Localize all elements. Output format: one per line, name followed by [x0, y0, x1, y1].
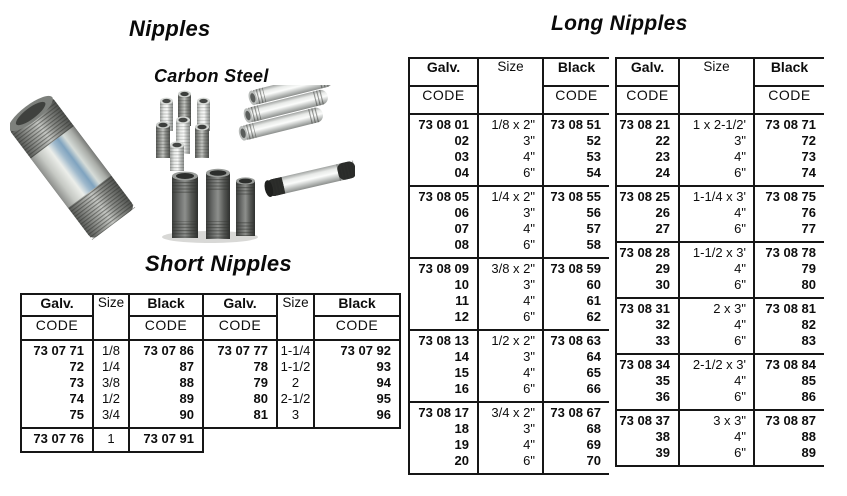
black-cell	[754, 242, 824, 298]
galv-value: 73 07 71	[33, 343, 84, 358]
size-value: 6"	[734, 221, 746, 236]
black-value: 73 08 84	[765, 357, 816, 372]
black-value: 73 08 81	[765, 301, 816, 316]
material-label: Carbon Steel	[154, 66, 269, 86]
size-cell	[679, 114, 754, 186]
size-cell	[478, 186, 543, 258]
galv-value: 35	[655, 373, 670, 388]
black-value: 73 07 92	[340, 343, 391, 358]
galv-cell	[409, 330, 478, 402]
black-value: 95	[376, 391, 391, 406]
spec-group-row	[616, 242, 824, 298]
black-value: 64	[586, 349, 601, 364]
size-value: 1-1/2	[280, 359, 311, 374]
galv-value: 19	[454, 437, 469, 452]
galv-cell	[409, 258, 478, 330]
size-value: 1	[107, 431, 115, 446]
galv-cell	[21, 428, 93, 452]
size-value: 1/8 x 2"	[491, 117, 535, 132]
size-value: 3/4	[101, 407, 121, 422]
galv-cell	[616, 298, 679, 354]
black-value: 56	[586, 205, 601, 220]
black-value: 88	[801, 429, 816, 444]
size-value: 1-1/4	[280, 343, 311, 358]
size-value: 4"	[523, 149, 535, 164]
black-cell	[129, 428, 203, 452]
size-value: 6"	[523, 381, 535, 396]
black-cell	[754, 114, 824, 186]
galv-value: 26	[655, 205, 670, 220]
galv-value: 73 08 13	[418, 333, 469, 348]
header-galv: Galv.	[21, 294, 93, 316]
black-value: 87	[179, 359, 194, 374]
size-value: 3/4 x 2"	[491, 405, 535, 420]
galv-value: 73 08 17	[418, 405, 469, 420]
large-galvanized-nipple	[10, 90, 135, 239]
header-black: Black	[314, 294, 400, 316]
black-value: 82	[801, 317, 816, 332]
short-nipples-title: Short Nipples	[145, 251, 292, 276]
size-value: 4"	[734, 261, 746, 276]
size-value: 4"	[523, 221, 535, 236]
header-size: Size	[277, 294, 314, 340]
black-value: 90	[179, 407, 194, 422]
size-value: 2 x 3"	[713, 301, 746, 316]
spec-group-row	[616, 298, 824, 354]
black-value: 60	[586, 277, 601, 292]
size-value: 1 x 2-1/2'	[692, 117, 746, 132]
black-value: 73 07 86	[143, 343, 194, 358]
galv-value: 73 08 34	[619, 357, 670, 372]
black-end-long-nipple	[263, 160, 355, 197]
short-nipples-table	[20, 293, 401, 453]
size-value: 3	[291, 407, 300, 422]
size-value: 4"	[523, 365, 535, 380]
black-value: 80	[801, 277, 816, 292]
black-value: 93	[376, 359, 391, 374]
black-cell	[129, 340, 203, 428]
spec-group-row	[204, 340, 400, 428]
header-galv-code: CODE	[616, 86, 679, 114]
black-cell	[543, 402, 609, 474]
galv-value: 73	[69, 375, 84, 390]
header-black-code: CODE	[314, 316, 400, 340]
black-value: 94	[376, 375, 391, 390]
long-left-grid	[408, 57, 609, 475]
size-cell	[478, 258, 543, 330]
size-cell	[679, 186, 754, 242]
size-value: 4"	[734, 149, 746, 164]
black-cell	[543, 330, 609, 402]
galv-value: 73 08 28	[619, 245, 670, 260]
galv-cell	[616, 114, 679, 186]
black-cell	[543, 186, 609, 258]
spec-group-row	[616, 354, 824, 410]
size-value: 6"	[734, 333, 746, 348]
header-black-code: CODE	[543, 86, 609, 114]
galv-value: 81	[253, 407, 268, 422]
size-value: 2-1/2 x 3'	[692, 357, 746, 372]
size-value: 3"	[734, 133, 746, 148]
black-value: 88	[179, 375, 194, 390]
galv-value: 04	[454, 165, 469, 180]
galv-value: 24	[655, 165, 670, 180]
small-nipples-cluster	[156, 91, 210, 171]
black-value: 74	[801, 165, 816, 180]
black-value: 76	[801, 205, 816, 220]
size-value: 3/8 x 2"	[491, 261, 535, 276]
spec-group-row	[409, 402, 609, 474]
spec-group-row	[409, 258, 609, 330]
size-cell	[679, 242, 754, 298]
size-cell	[93, 340, 129, 428]
size-value: 6"	[734, 165, 746, 180]
galv-value: 38	[655, 429, 670, 444]
black-value: 73 08 63	[550, 333, 601, 348]
galv-value: 27	[655, 221, 670, 236]
black-cell	[543, 114, 609, 186]
black-value: 73 08 51	[550, 117, 601, 132]
size-value: 6"	[523, 237, 535, 252]
galv-cell	[616, 410, 679, 466]
black-value: 73 08 59	[550, 261, 601, 276]
galv-cell	[21, 340, 93, 428]
galv-value: 73 08 21	[619, 117, 670, 132]
black-value: 70	[586, 453, 601, 468]
spec-group-row	[21, 428, 203, 452]
galv-cell	[616, 242, 679, 298]
size-value: 2	[291, 375, 300, 390]
short-nipples-table-left	[20, 293, 204, 453]
black-value: 53	[586, 149, 601, 164]
spec-group-row	[616, 114, 824, 186]
galv-value: 39	[655, 445, 670, 460]
black-value: 52	[586, 133, 601, 148]
black-value: 61	[586, 293, 601, 308]
galv-value: 78	[253, 359, 268, 374]
black-value: 73 08 55	[550, 189, 601, 204]
size-value: 2-1/2	[280, 391, 311, 406]
size-cell	[478, 330, 543, 402]
black-value: 83	[801, 333, 816, 348]
size-value: 6"	[523, 309, 535, 324]
size-value: 1/4	[101, 359, 121, 374]
black-value: 73 07 91	[143, 431, 194, 446]
size-value: 6"	[734, 277, 746, 292]
header-size: Size	[93, 294, 129, 340]
header-galv: Galv.	[204, 294, 277, 316]
size-value: 1/8	[101, 343, 121, 358]
black-value: 89	[801, 445, 816, 460]
spec-group-row	[409, 186, 609, 258]
size-value: 6"	[734, 389, 746, 404]
galv-value: 75	[69, 407, 84, 422]
size-value: 6"	[523, 453, 535, 468]
black-value: 58	[586, 237, 601, 252]
galv-value: 73 08 25	[619, 189, 670, 204]
long-right-grid	[615, 57, 824, 467]
black-cell	[754, 354, 824, 410]
galv-value: 02	[454, 133, 469, 148]
size-cell	[679, 410, 754, 466]
spec-group-row	[616, 186, 824, 242]
size-value: 3"	[523, 349, 535, 364]
galv-value: 22	[655, 133, 670, 148]
product-photos-illustration	[10, 85, 355, 245]
header-black: Black	[129, 294, 203, 316]
galv-value: 12	[454, 309, 469, 324]
size-value: 3/8	[101, 375, 121, 390]
black-value: 77	[801, 221, 816, 236]
size-cell	[679, 298, 754, 354]
header-galv: Galv.	[409, 58, 478, 86]
standing-black-nipples	[162, 169, 258, 243]
chrome-long-nipples	[230, 85, 342, 142]
galv-cell	[616, 186, 679, 242]
size-cell	[679, 354, 754, 410]
galv-value: 73 08 05	[418, 189, 469, 204]
size-value: 4"	[734, 373, 746, 388]
header-black-code: CODE	[129, 316, 203, 340]
size-value: 4"	[734, 205, 746, 220]
galv-cell	[409, 402, 478, 474]
size-value: 1-1/4 x 3'	[692, 189, 746, 204]
long-nipples-table-left	[408, 57, 609, 475]
header-black: Black	[754, 58, 824, 86]
galv-value: 79	[253, 375, 268, 390]
galv-value: 72	[69, 359, 84, 374]
black-cell	[754, 298, 824, 354]
galv-cell	[409, 114, 478, 186]
galv-value: 74	[69, 391, 84, 406]
galv-value: 73 07 77	[217, 343, 268, 358]
black-value: 65	[586, 365, 601, 380]
black-value: 73 08 67	[550, 405, 601, 420]
galv-value: 36	[655, 389, 670, 404]
short-nipples-table-right	[204, 293, 401, 429]
spec-group-row	[21, 340, 203, 428]
galv-value: 80	[253, 391, 268, 406]
black-cell	[543, 258, 609, 330]
size-value: 6"	[523, 165, 535, 180]
black-value: 62	[586, 309, 601, 324]
long-nipples-table-right	[615, 57, 824, 467]
spec-group-row	[409, 114, 609, 186]
black-value: 66	[586, 381, 601, 396]
galv-value: 73 08 09	[418, 261, 469, 276]
header-galv: Galv.	[616, 58, 679, 86]
size-value: 4"	[523, 437, 535, 452]
size-value: 3 x 3"	[713, 413, 746, 428]
size-value: 1/2	[101, 391, 121, 406]
galv-value: 11	[455, 293, 469, 308]
header-black: Black	[543, 58, 609, 86]
galv-cell	[409, 186, 478, 258]
galv-value: 07	[454, 221, 469, 236]
page-title: Nipples	[129, 16, 211, 41]
galv-value: 29	[655, 261, 670, 276]
header-size: Size	[679, 58, 754, 114]
black-value: 73 08 78	[765, 245, 816, 260]
black-value: 73	[801, 149, 816, 164]
black-value: 79	[801, 261, 816, 276]
black-value: 73 08 75	[765, 189, 816, 204]
galv-value: 30	[655, 277, 670, 292]
black-value: 54	[586, 165, 601, 180]
size-cell	[478, 402, 543, 474]
galv-value: 33	[655, 333, 670, 348]
size-value: 4"	[523, 293, 535, 308]
black-cell	[314, 340, 400, 428]
size-value: 4"	[734, 429, 746, 444]
header-black-code: CODE	[754, 86, 824, 114]
galv-value: 14	[454, 349, 469, 364]
header-galv-code: CODE	[21, 316, 93, 340]
galv-value: 06	[454, 205, 469, 220]
galv-value: 73 07 76	[33, 431, 84, 446]
header-size: Size	[478, 58, 543, 114]
size-value: 3"	[523, 421, 535, 436]
spec-group-row	[616, 410, 824, 466]
black-value: 86	[801, 389, 816, 404]
long-nipples-title: Long Nipples	[551, 12, 688, 35]
size-cell	[277, 340, 314, 428]
size-value: 3"	[523, 277, 535, 292]
black-value: 68	[586, 421, 601, 436]
size-value: 1-1/2 x 3'	[692, 245, 746, 260]
black-cell	[754, 186, 824, 242]
black-value: 85	[801, 373, 816, 388]
size-value: 3"	[523, 133, 535, 148]
galv-value: 23	[655, 149, 670, 164]
black-value: 72	[801, 133, 816, 148]
size-value: 1/4 x 2"	[491, 189, 535, 204]
header-galv-code: CODE	[409, 86, 478, 114]
galv-value: 20	[454, 453, 469, 468]
size-value: 1/2 x 2"	[491, 333, 535, 348]
galv-value: 08	[454, 237, 469, 252]
galv-value: 73 08 01	[418, 117, 469, 132]
galv-value: 73 08 31	[619, 301, 670, 316]
size-cell	[478, 114, 543, 186]
spec-group-row	[409, 330, 609, 402]
galv-value: 73 08 37	[619, 413, 670, 428]
header-galv-code: CODE	[204, 316, 277, 340]
galv-value: 03	[454, 149, 469, 164]
galv-value: 15	[454, 365, 469, 380]
black-value: 89	[179, 391, 194, 406]
galv-value: 18	[454, 421, 469, 436]
size-value: 6"	[734, 445, 746, 460]
galv-value: 32	[655, 317, 670, 332]
black-value: 96	[376, 407, 391, 422]
size-value: 4"	[734, 317, 746, 332]
galv-cell	[204, 340, 277, 428]
galv-value: 10	[454, 277, 469, 292]
size-value: 3"	[523, 205, 535, 220]
black-value: 73 08 87	[765, 413, 816, 428]
galv-cell	[616, 354, 679, 410]
black-value: 73 08 71	[765, 117, 816, 132]
galv-value: 16	[454, 381, 469, 396]
black-value: 69	[586, 437, 601, 452]
black-value: 57	[586, 221, 601, 236]
black-cell	[754, 410, 824, 466]
size-cell	[93, 428, 129, 452]
